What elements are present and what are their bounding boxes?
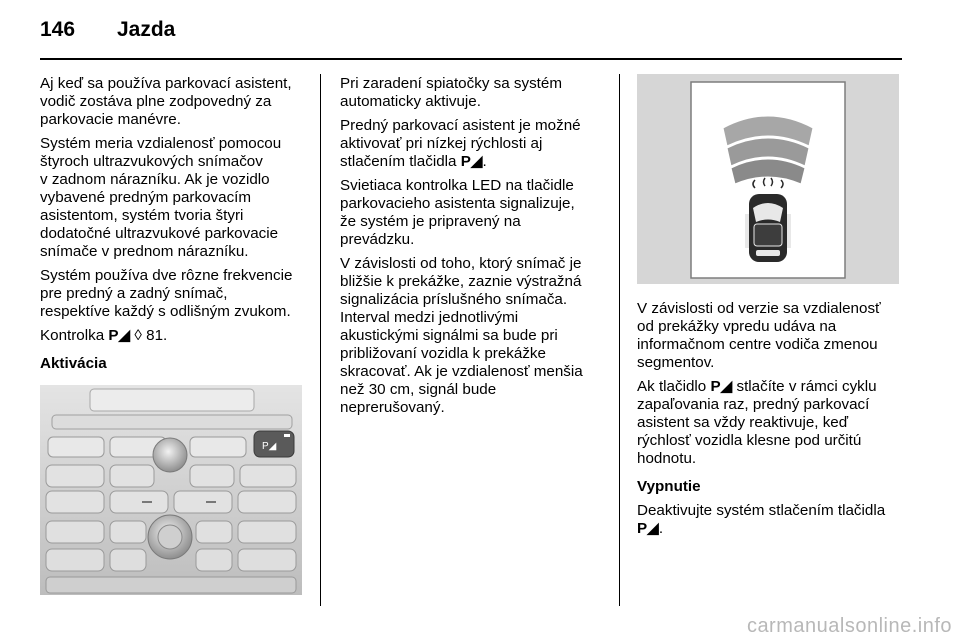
parking-assist-icon: P◢: [637, 520, 659, 537]
text-column-3: [637, 300, 909, 544]
paragraph: Deaktivujte systém stlačením tlačidla: [637, 502, 886, 519]
text-column-1: [40, 75, 310, 379]
paragraph: Pri zaradení spiatočky sa systém automaticky aktivuje.: [340, 75, 562, 110]
paragraph: Systém meria vzdialenosť pomocou štyroch ultrazvukových snímačov v zadnom nárazníku. Ak je vozidlo vybavené predným parkovacím asistentom, systém tvoria štyri dodatočné ultrazvukové parkovacie snímače v prednom nárazníku.: [40, 135, 282, 260]
paragraph-text: .: [482, 153, 487, 170]
paragraph: [637, 378, 909, 468]
car-sensor-illustration: [637, 74, 899, 284]
parking-assist-icon: P◢: [460, 153, 483, 170]
paragraph: V závislosti od toho, ktorý snímač je bližšie k prekážke, zaznie výstražná signalizácia príslušného snímača. Interval medzi jednotlivými akustickými signálmi sa bude pri približovaní vozidla k prekážke skracovať. Ak je vzdialenosť menšia než 30 cm, signál bude neprerušovaný.: [340, 255, 583, 416]
column-divider: [619, 74, 620, 606]
paragraph-text: Predný parkovací asistent je možné aktivovať pri nízkej rýchlosti aj stlačením tlačidla: [340, 117, 581, 170]
section-heading: Vypnutie: [637, 478, 701, 495]
paragraph: Systém používa dve rôzne frekvencie pre predný a zadný snímač, respektíve každý s odlišným zvukom.: [40, 267, 293, 320]
paragraph-text: Kontrolka: [40, 327, 109, 344]
column-divider: [320, 74, 321, 606]
paragraph: Svietiaca kontrolka LED na tlačidle parkovacieho asistenta signalizuje, že systém je pripravený na prevádzku.: [340, 177, 575, 248]
section-heading: Aktivácia: [40, 355, 107, 372]
svg-text:P◢: P◢: [262, 441, 277, 452]
header-divider: [40, 58, 902, 60]
console-illustration: [40, 385, 302, 595]
page-title: Jazda: [117, 18, 176, 41]
paragraph-text: .: [658, 520, 664, 537]
parking-segments-diagram: [637, 74, 899, 284]
paragraph: Aj keď sa používa parkovací asistent, vodič zostáva plne zodpovedný za parkovacie manévre.: [40, 75, 292, 128]
parking-assist-icon: P◢: [710, 378, 733, 395]
paragraph: V závislosti od verzie sa vzdialenosť od prekážky vpredu udáva na informačnom centre vodiča zmenou segmentov.: [637, 300, 881, 371]
text-column-2: [340, 75, 608, 423]
page-number: 146: [40, 18, 76, 41]
watermark: carmanualsonline.info: [746, 615, 952, 637]
page-reference: ◊ 81.: [130, 327, 168, 344]
parking-assist-icon: P◢: [108, 327, 131, 344]
paragraph: [40, 327, 310, 345]
paragraph: [340, 117, 608, 171]
paragraph: [637, 520, 909, 538]
paragraph-text: Ak tlačidlo: [637, 378, 711, 395]
paragraph-text: stlačíte v rámci cyklu zapaľovania raz, predný parkovací asistent sa vždy reaktivuje, keď rýchlosť vozidla klesne pod určitú hodnotu.: [637, 378, 877, 467]
console-photo: [40, 385, 302, 595]
